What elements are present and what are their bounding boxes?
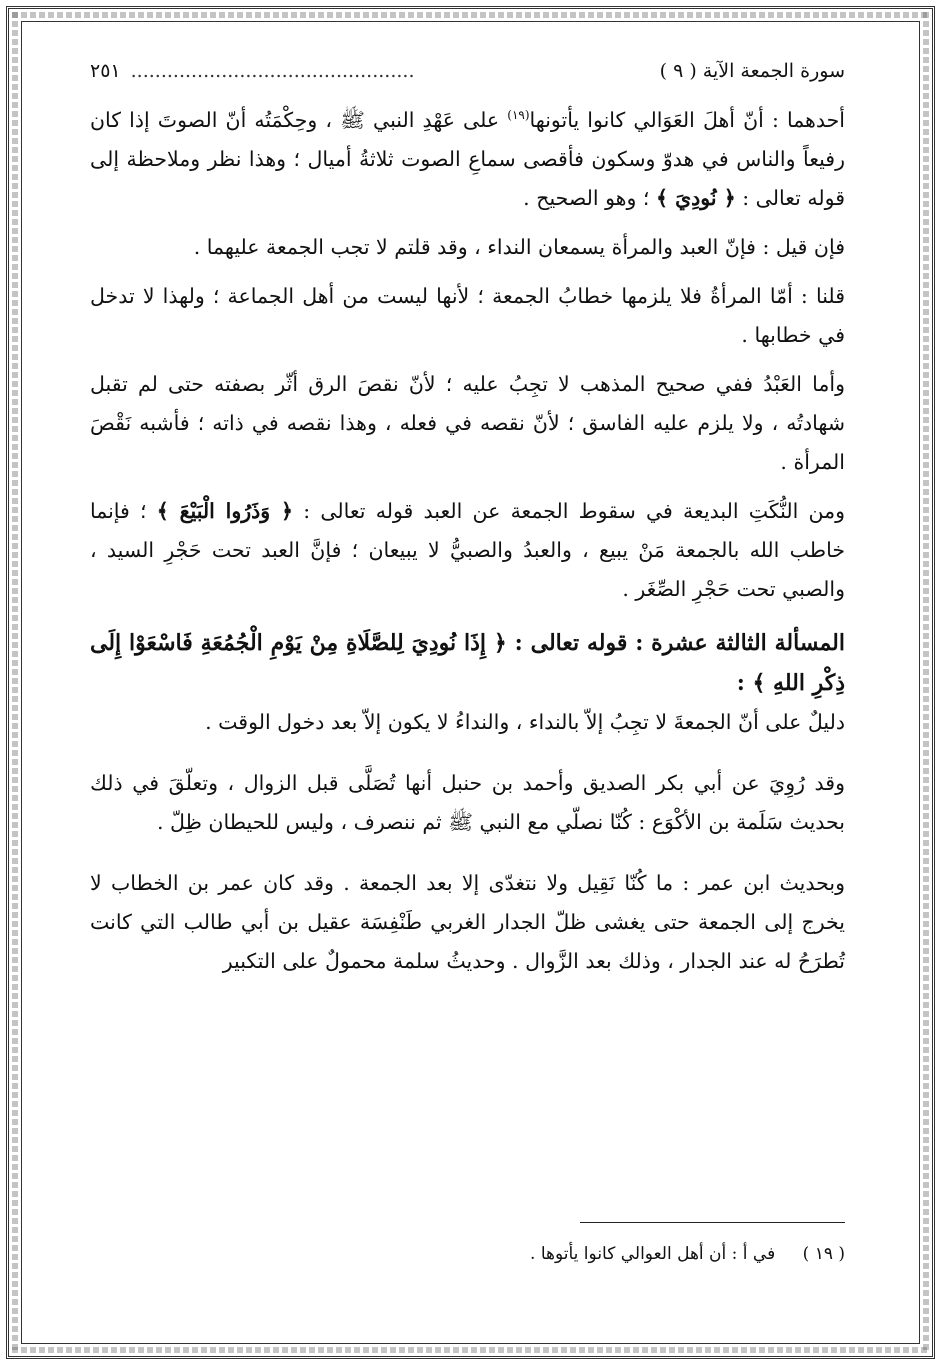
paragraph-1 xyxy=(90,96,845,218)
footnote-text: في أ : أن أهل العوالي كانوا يأتوها . xyxy=(530,1244,776,1264)
footnote-rule xyxy=(580,1222,845,1223)
quran-quote: ﴿ نُودِيَ ﴾ xyxy=(655,185,736,210)
paragraph-5 xyxy=(90,492,845,609)
paragraph-7: وقد رُوِيَ عن أبي بكر الصديق وأحمد بن حنبل أنها تُصَلَّى قبل الزوال ، وتعلّقَ في ذلك بحديث سَلَمة بن الأكْوَع : كُنّا نصلّي مع النبي ﷺ ثم ننصرف ، وليس للحيطان ظِلّ . xyxy=(90,770,845,834)
footnote-number: ( ١٩ ) xyxy=(802,1244,845,1264)
quran-quote: ﴿ وَذَرُوا الْبَيْعَ ﴾ xyxy=(156,498,294,523)
border-chain-bottom xyxy=(12,1347,929,1353)
p1-rest: على عَهْدِ النبي ﷺ ، وحِكْمَتُه أنّ الصوتَ إذا كان رفيعاً والناس في هدوّ وسكون فأقصى سماعِ الصوت ثلاثةُ أميال ؛ وهذا نظر وملاحظة إلى قوله تعالى : xyxy=(90,107,845,210)
border-chain-left xyxy=(12,12,18,1353)
page-number: ٢٥١ xyxy=(90,60,121,82)
paragraph-2: فإن قيل : فإنّ العبد والمرأة يسمعان النداء ، وقد قلتم لا تجب الجمعة عليهما . xyxy=(193,234,845,259)
footnote-ref: (١٩) xyxy=(507,108,530,122)
paragraph-3: قلنا : أمّا المرأةُ فلا يلزمها خطابُ الجمعة ؛ لأنها ليست من أهل الجماعة ؛ ولهذا لا تدخل في خطابها . xyxy=(90,283,845,347)
paragraph-4: وأما العَبْدُ ففي صحيح المذهب لا تجِبُ عليه ؛ لأنّ نقصَ الرق أثّر بصفته حتى لم تقبل شهادتُه ، ولا يلزم عليه الفاسق ؛ لأنّ نقصه في فعله ، وهذا نقصه في ذاته ؛ فأشبه نَقْصَ المرأة . xyxy=(90,371,845,474)
p5-start: ومن النُّكَتِ البديعة في سقوط الجمعة عن العبد قوله تعالى : xyxy=(293,498,846,523)
heading-end: : xyxy=(736,669,753,696)
border-chain-top xyxy=(12,12,929,18)
p5-rest: ؛ فإنما خاطب الله بالجمعة مَنْ يبيع ، والعبدُ والصبيُّ لا يبيعان ؛ فإنَّ العبد تحت حَجْرِ السيد ، والصبي تحت حَجْرِ الصِّغَر . xyxy=(90,498,845,601)
running-head xyxy=(90,60,845,82)
paragraph-6: دليلٌ على أنّ الجمعةَ لا تجِبُ إلاّ بالنداء ، والنداءُ لا يكون إلاّ بعد دخول الوقت . xyxy=(205,709,845,734)
section-heading xyxy=(90,623,845,703)
footnote xyxy=(90,1240,845,1268)
heading-quran-verse: ﴿ إِذَا نُودِيَ لِلصَّلَاةِ مِنْ يَوْمِ الْجُمُعَةِ فَاسْعَوْا إِلَى ذِكْرِ اللهِ ﴾ xyxy=(90,629,845,696)
heading-label: المسألة الثالثة عشرة : قوله تعالى : xyxy=(506,629,845,656)
surah-title: سورة الجمعة الآية ( ٩ ) xyxy=(659,60,845,82)
p1-text: أحدهما : أنّ أهلَ العَوَالي كانوا يأتونها xyxy=(529,107,845,132)
p1-end: ؛ وهو الصحيح . xyxy=(523,185,656,210)
paragraph-8: وبحديث ابن عمر : ما كُنّا نَقِيل ولا نتغدّى إلا بعد الجمعة . وقد كان عمر بن الخطاب لا يخرج إلى الجمعة حتى يغشى ظلّ الجدار الغربي طَنْفِسَة عقيل بن أبي طالب التي كانت تُطرَحُ له عند الجدار ، وذلك بعد الزَّوال . وحديثُ سلمة محمولٌ على التكبير xyxy=(90,870,845,973)
leader-dots: ............................................... xyxy=(130,60,415,82)
border-chain-right xyxy=(923,12,929,1353)
page-body xyxy=(90,60,845,981)
